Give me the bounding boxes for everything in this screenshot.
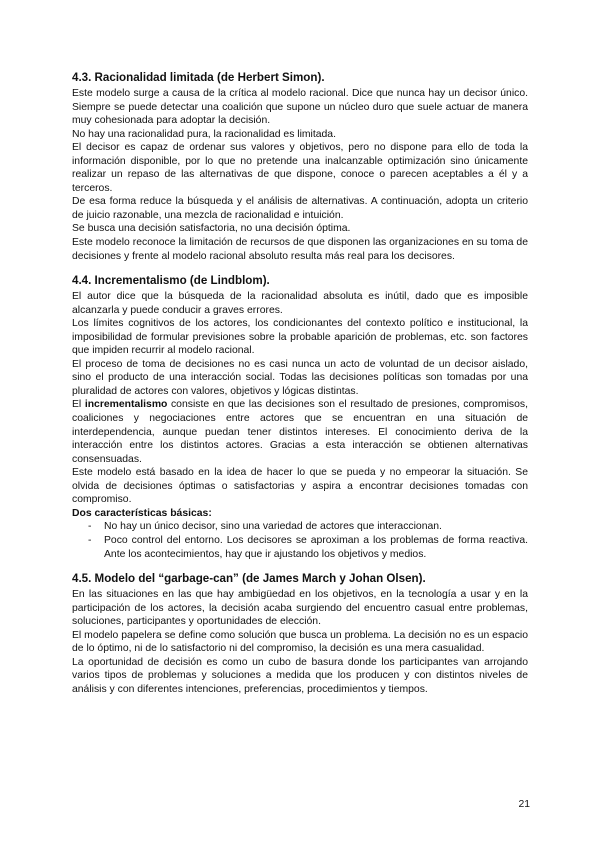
paragraph: De esa forma reduce la búsqueda y el análisis de alternativas. A continuación, adopta un criterio de juicio razonable, una mezcla de racionalidad e intuición. <box>72 196 528 221</box>
section-heading: 4.5. Modelo del “garbage-can” (de James March y Johan Olsen). <box>72 572 426 586</box>
paragraph: El decisor es capaz de ordenar sus valores y objetivos, pero no dispone para ello de toda la información disponible, por lo que no pretende una inalcanzable optimización sino únicamente realizar un repaso de las alternativas de que dispone, conoce o parecen aceptables a él y a terceros. <box>72 142 528 194</box>
paragraph: Se busca una decisión satisfactoria, no una decisión óptima. <box>72 223 351 235</box>
subheading: Dos características básicas: <box>72 507 212 519</box>
paragraph: En las situaciones en las que hay ambigüedad en los objetivos, en la tecnología a usar y en la participación de los actores, la decisión acaba surgiendo del encuentro casual entre problemas, soluciones, participantes y oportunidades de elección. <box>72 589 528 628</box>
bullet-item <box>72 534 528 561</box>
section-heading: 4.3. Racionalidad limitada (de Herbert Simon). <box>72 71 325 84</box>
section-incrementalismo <box>72 274 528 561</box>
paragraph: Los límites cognitivos de los actores, los condicionantes del contexto político e institucional, la imposibilidad de formular previsiones sobre la probable aparición de problemas, etc. son factores que impiden recurrir al modelo racional. <box>72 318 528 357</box>
paragraph: Este modelo está basado en la idea de hacer lo que se pueda y no empeorar la situación. Se olvida de decisiones óptimas o satisfactorias y aspira a encontrar decisiones tomadas con compromiso. <box>72 467 528 506</box>
paragraph-rest: consiste en que las decisiones son el resultado de presiones, compromisos, coaliciones y negociaciones entre actores que se encuentran en una situación de interdependencia, aunque puedan tener distintos intereses. El conocimiento deriva de la interacción entre los distintos actores. Gracias a esta interacción se obtienen alternativas consensuadas. <box>72 399 528 465</box>
paragraph-incrementalismo <box>72 398 528 466</box>
page-number: 21 <box>518 799 530 810</box>
bullet-text: Poco control del entorno. Los decisores se aproximan a los problemas de forma reactiva. Ante los acontecimientos, hay que ir ajustando los objetivos y medios. <box>104 534 528 560</box>
bullet-list <box>72 520 528 561</box>
paragraph: El modelo papelera se define como solución que busca un problema. La decisión no es un espacio de lo óptimo, ni de lo satisfactorio ni del compromiso, la decisión es una mera casualidad. <box>72 629 528 655</box>
bullet-text: No hay un único decisor, sino una variedad de actores que interaccionan. <box>104 521 442 533</box>
bold-term: incrementalismo <box>84 399 168 411</box>
section-racionalidad-limitada <box>72 71 528 263</box>
paragraph: La oportunidad de decisión es como un cubo de basura donde los participantes van arrojando varios tipos de problemas y soluciones a medida que los producen y con distintos niveles de análisis y con diferentes intenciones, preferencias, procedimientos y tiempos. <box>72 656 528 695</box>
paragraph: Este modelo surge a causa de la crítica al modelo racional. Dice que nunca hay un decisor único. Siempre se puede detectar una coalición que supone un núcleo duro que suele actuar de manera muy cohesionada para adoptar la decisión. <box>72 88 528 127</box>
bullet-item <box>72 520 528 534</box>
section-heading: 4.4. Incrementalismo (de Lindblom). <box>72 274 270 288</box>
bullet-dash: - <box>88 534 92 546</box>
paragraph: No hay una racionalidad pura, la racionalidad es limitada. <box>72 128 336 140</box>
paragraph: El proceso de toma de decisiones no es casi nunca un acto de voluntad de un decisor aislado, sino el producto de una interacción social. Todas las decisiones políticas son tomadas por una pluralidad de actores con valores, objetivos y lógicas distintas. <box>72 358 528 397</box>
section-garbage-can <box>72 572 528 696</box>
page-content <box>72 71 528 696</box>
paragraph: Este modelo reconoce la limitación de recursos de que disponen las organizaciones en su toma de decisiones y frente al modelo racional absoluto resulta más real para los decisores. <box>72 237 528 262</box>
paragraph-prefix: El <box>72 399 85 411</box>
bullet-dash: - <box>88 521 92 533</box>
paragraph: El autor dice que la búsqueda de la racionalidad absoluta es inútil, dado que es imposible alcanzarla y puede conducir a graves errores. <box>72 291 528 316</box>
